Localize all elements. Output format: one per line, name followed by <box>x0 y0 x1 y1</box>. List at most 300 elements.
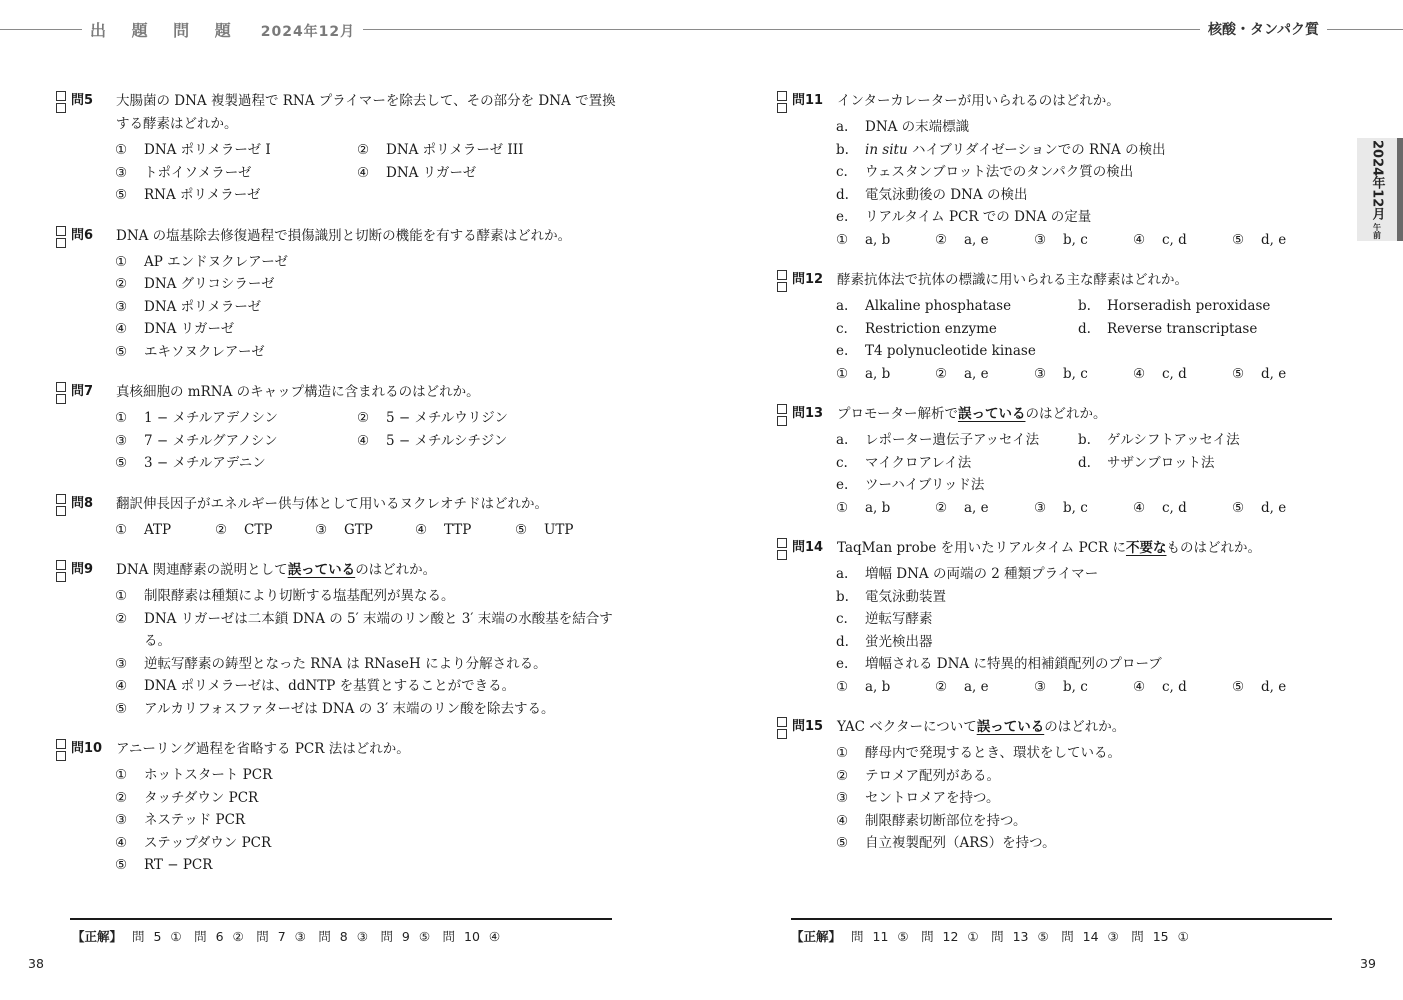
option-text: a, b <box>865 499 891 516</box>
item <box>836 184 1337 207</box>
option-mark: ② <box>357 142 370 158</box>
option[interactable] <box>115 608 616 653</box>
item-mark: c. <box>836 320 848 337</box>
answer-option[interactable] <box>1034 497 1133 520</box>
option-mark: ② <box>115 610 128 627</box>
option[interactable] <box>215 519 315 542</box>
option-text: a, e <box>964 231 989 248</box>
option-text: DNA ポリメラーゼは、ddNTP を基質とすることができる。 <box>144 678 516 694</box>
option-text: DNA リガーゼは二本鎖 DNA の 5′ 末端のリン酸と 3′ 末端の水酸基を結合する。 <box>144 610 613 649</box>
checkbox[interactable] <box>777 717 787 727</box>
item <box>836 586 1337 609</box>
option[interactable] <box>836 832 1337 855</box>
checkbox-pair[interactable] <box>56 560 66 582</box>
option[interactable] <box>515 519 615 542</box>
answer-option[interactable] <box>1232 363 1331 386</box>
answer-option[interactable] <box>1133 363 1232 386</box>
header-left <box>82 18 363 41</box>
answer-option[interactable] <box>935 497 1034 520</box>
question-text: アニーリング過程を省略する PCR 法はどれか。 <box>116 741 410 757</box>
option-mark: ① <box>115 253 128 270</box>
option-text: DNA グリコシラーゼ <box>144 276 275 292</box>
checkbox-pair[interactable] <box>777 538 787 560</box>
answer-choices <box>836 497 1337 520</box>
option-mark: ④ <box>357 432 370 449</box>
option-mark: ① <box>836 365 849 382</box>
option-text: 5 − メチルウリジン <box>386 410 508 426</box>
option-mark: ② <box>357 410 370 426</box>
option[interactable] <box>115 139 357 162</box>
option-text: ATP <box>144 521 172 538</box>
option-mark: ④ <box>1133 231 1146 248</box>
option-text: 3 − メチルアデニン <box>144 455 266 471</box>
page-number-right: 39 <box>1360 956 1376 971</box>
checkbox[interactable] <box>56 739 66 749</box>
item-mark: d. <box>1078 320 1091 337</box>
option-text: ネステッド PCR <box>144 812 246 828</box>
left-column <box>56 90 616 895</box>
option-text: TTP <box>444 521 472 538</box>
question-text: DNA の塩基除去修復過程で損傷識別と切断の機能を有する酵素はどれか。 <box>116 227 572 244</box>
question-9 <box>56 559 616 720</box>
checkbox[interactable] <box>777 91 787 101</box>
question-number: 問11 <box>792 93 824 108</box>
option[interactable] <box>115 519 215 542</box>
checkbox[interactable] <box>777 404 787 414</box>
option[interactable] <box>115 764 616 787</box>
option-mark: ② <box>115 276 128 292</box>
item-mark: c. <box>836 611 848 627</box>
question-11 <box>777 90 1337 251</box>
question-7 <box>56 381 616 475</box>
checkbox-pair[interactable] <box>56 739 66 761</box>
checkbox[interactable] <box>56 751 66 761</box>
item <box>836 318 1078 341</box>
option-mark: ① <box>836 678 849 695</box>
section-tab-date: 2024年12月 <box>1369 140 1385 221</box>
checkbox[interactable] <box>777 550 787 560</box>
option-text: d, e <box>1261 365 1287 382</box>
option-text: RNA ポリメラーゼ <box>144 187 261 203</box>
answer-key-label: 【正解】 <box>72 929 123 944</box>
checkbox[interactable] <box>56 394 66 404</box>
answer-choices <box>836 229 1337 252</box>
option[interactable] <box>115 273 616 296</box>
option[interactable] <box>115 653 616 676</box>
answer-option[interactable] <box>1232 229 1331 252</box>
answer-option[interactable] <box>935 229 1034 252</box>
item-text: レポーター遺伝子アッセイ法 <box>865 432 1040 448</box>
emphasis-text: 誤っている <box>957 406 1026 422</box>
question-text-post: ものはどれか。 <box>1166 540 1261 556</box>
option-mark: ② <box>935 499 948 516</box>
checkbox[interactable] <box>777 282 787 292</box>
option-mark: ② <box>935 231 948 248</box>
item-mark: d. <box>1078 454 1091 471</box>
option-text: 自立複製配列（ARS）を持つ。 <box>865 835 1056 851</box>
option-mark: ③ <box>115 164 128 181</box>
option-text: 1 − メチルアデノシン <box>144 410 278 426</box>
question-5 <box>56 90 616 207</box>
option-mark: ③ <box>315 521 328 538</box>
answer-key-label: 【正解】 <box>791 929 842 944</box>
option-mark: ② <box>935 365 948 382</box>
option-text: ホットスタート PCR <box>144 767 273 783</box>
item <box>836 161 1337 184</box>
item-text: ゲルシフトアッセイ法 <box>1107 432 1240 448</box>
option-text: トポイソメラーゼ <box>144 164 252 181</box>
option[interactable] <box>415 519 515 542</box>
option-mark: ④ <box>1133 678 1146 695</box>
option[interactable] <box>836 787 1337 810</box>
item-mark: c. <box>836 454 848 471</box>
option-text: GTP <box>344 521 373 538</box>
question-number: 問8 <box>71 495 94 511</box>
option[interactable] <box>115 675 616 698</box>
item-mark: d. <box>836 633 849 650</box>
item <box>836 474 1078 497</box>
option-mark: ② <box>115 789 128 806</box>
item-text: ツーハイブリッド法 <box>865 477 985 493</box>
option-text: c, d <box>1162 499 1187 516</box>
option[interactable] <box>115 452 357 475</box>
option-mark: ④ <box>415 521 428 538</box>
checkbox-pair[interactable] <box>56 91 66 113</box>
option-mark: ② <box>935 678 948 695</box>
question-number: 問6 <box>71 227 94 243</box>
option-mark: ④ <box>115 321 128 337</box>
answer-choices <box>836 363 1337 386</box>
option-text: AP エンドヌクレアーゼ <box>144 253 288 270</box>
checkbox[interactable] <box>56 91 66 101</box>
option-mark: ① <box>836 231 849 248</box>
option[interactable] <box>836 742 1337 765</box>
option-mark: ③ <box>115 812 128 828</box>
option-text: ステップダウン PCR <box>144 834 272 851</box>
checkbox[interactable] <box>56 103 66 113</box>
answer-option[interactable] <box>935 363 1034 386</box>
item-mark: a. <box>836 432 849 448</box>
question-text-pre: プロモーター解析で <box>837 406 958 422</box>
item-mark: a. <box>836 119 849 135</box>
option-mark: ② <box>215 521 228 538</box>
item-mark: a. <box>836 566 849 582</box>
item-text: 蛍光検出器 <box>865 633 933 650</box>
checkbox[interactable] <box>56 226 66 236</box>
option-text: 制限酵素切断部位を持つ。 <box>865 812 1027 829</box>
question-text: 酵素抗体法で抗体の標識に用いられる主な酵素はどれか。 <box>837 272 1188 288</box>
option-mark: ⑤ <box>115 187 128 203</box>
item-mark: d. <box>836 186 849 203</box>
option-mark: ① <box>115 588 128 604</box>
option[interactable] <box>836 810 1337 833</box>
emphasis-text: 誤っている <box>976 719 1045 735</box>
question-10 <box>56 738 616 877</box>
checkbox[interactable] <box>777 416 787 426</box>
question-14 <box>777 537 1337 698</box>
item-text: 電気泳動後の DNA の検出 <box>865 186 1028 203</box>
option[interactable] <box>115 407 357 430</box>
option-mark: ④ <box>1133 365 1146 382</box>
option-text: c, d <box>1162 231 1187 248</box>
question-12 <box>777 269 1337 385</box>
option-text: d, e <box>1261 231 1287 248</box>
item-text: マイクロアレイ法 <box>865 454 972 471</box>
answer-option[interactable] <box>1232 497 1331 520</box>
item-text: Alkaline phosphatase <box>865 298 1012 314</box>
answer-option[interactable] <box>1034 363 1133 386</box>
question-13 <box>777 403 1337 519</box>
answer-option[interactable] <box>1133 497 1232 520</box>
item-text: DNA の末端標識 <box>865 119 970 135</box>
item <box>836 139 1337 162</box>
question-text: インターカレーターが用いられるのはどれか。 <box>837 93 1120 109</box>
option[interactable] <box>357 162 616 185</box>
option-text: a, e <box>964 678 989 695</box>
option[interactable] <box>115 318 616 341</box>
header-left-title: 出 題 問 題 <box>90 21 241 40</box>
option[interactable] <box>357 139 616 162</box>
option[interactable] <box>115 832 616 855</box>
option-mark: ④ <box>115 834 128 851</box>
question-text-post: のはどれか。 <box>1044 719 1126 735</box>
option-mark: ⑤ <box>1232 365 1245 382</box>
option-text: DNA ポリメラーゼ I <box>144 142 271 158</box>
option-mark: ④ <box>357 164 370 181</box>
answer-option[interactable] <box>1034 676 1133 699</box>
option-text: b, c <box>1063 499 1088 516</box>
question-text-pre: DNA 関連酵素の説明として <box>116 562 288 578</box>
checkbox[interactable] <box>777 538 787 548</box>
option-mark: ① <box>115 142 128 158</box>
option-mark: ⑤ <box>836 835 849 851</box>
option-text: エキソヌクレアーゼ <box>144 343 265 360</box>
item <box>1078 429 1337 452</box>
checkbox[interactable] <box>56 572 66 582</box>
option[interactable] <box>836 765 1337 788</box>
answer-option[interactable] <box>836 497 935 520</box>
checkbox-pair[interactable] <box>777 270 787 292</box>
item-mark: b. <box>836 588 849 605</box>
option-text: c, d <box>1162 365 1187 382</box>
answer-option[interactable] <box>1133 229 1232 252</box>
item <box>836 340 1078 363</box>
option-text: テロメア配列がある。 <box>865 767 1000 784</box>
option[interactable] <box>115 854 616 877</box>
option-text: タッチダウン PCR <box>144 789 259 806</box>
option-mark: ② <box>836 767 849 784</box>
option-mark: ⑤ <box>1232 231 1245 248</box>
item-text-rest: ハイブリダイゼーションでの RNA の検出 <box>907 141 1166 158</box>
option-text: b, c <box>1063 231 1088 248</box>
question-text-pre: TaqMan probe を用いたリアルタイム PCR に <box>837 540 1126 556</box>
answer-key-left <box>72 927 500 945</box>
checkbox-pair[interactable] <box>777 717 787 739</box>
question-number: 問14 <box>792 540 824 555</box>
item-mark: b. <box>836 141 849 158</box>
item <box>836 116 1337 139</box>
emphasis-text: 誤っている <box>287 562 356 578</box>
option-mark: ③ <box>115 655 128 672</box>
option[interactable] <box>315 519 415 542</box>
checkbox[interactable] <box>56 238 66 248</box>
footer-rule-right <box>791 918 1332 920</box>
option-text: b, c <box>1063 678 1088 695</box>
option[interactable] <box>115 585 616 608</box>
item-mark: e. <box>836 343 849 359</box>
option[interactable] <box>115 251 616 274</box>
question-text <box>116 559 616 582</box>
option-text: 逆転写酵素の鋳型となった RNA は RNaseH により分解される。 <box>144 655 547 672</box>
option-mark: ③ <box>115 298 128 315</box>
answer-option[interactable] <box>935 676 1034 699</box>
item <box>836 452 1078 475</box>
question-number: 問12 <box>792 272 824 287</box>
option-text: a, b <box>865 231 891 248</box>
item <box>1078 318 1337 341</box>
answer-option[interactable] <box>836 363 935 386</box>
option-mark: ① <box>836 745 849 761</box>
option[interactable] <box>115 809 616 832</box>
checkbox-pair[interactable] <box>777 91 787 113</box>
question-text: 大腸菌の DNA 複製過程で RNA プライマーを除去して、その部分を DNA で置換する酵素はどれか。 <box>116 93 616 132</box>
option[interactable] <box>115 698 616 721</box>
question-text: 翻訳伸長因子がエネルギー供与体として用いるヌクレオチドはどれか。 <box>116 495 548 512</box>
item-mark: a. <box>836 298 849 314</box>
option[interactable] <box>115 341 616 364</box>
checkbox[interactable] <box>777 103 787 113</box>
footer-rule-left <box>70 918 612 920</box>
option-mark: ⑤ <box>115 455 128 471</box>
header-right-title: 核酸・タンパク質 <box>1200 19 1327 39</box>
option-mark: ③ <box>1034 499 1047 516</box>
option-text: b, c <box>1063 365 1088 382</box>
option-text: 5 − メチルシチジン <box>386 432 508 449</box>
question-text: 真核細胞の mRNA のキャップ構造に含まれるのはどれか。 <box>116 384 480 400</box>
option-text: DNA ポリメラーゼ III <box>386 142 524 158</box>
checkbox-pair[interactable] <box>56 382 66 404</box>
answer-option[interactable] <box>1232 676 1331 699</box>
question-number: 問13 <box>792 406 824 421</box>
question-number: 問9 <box>71 562 94 577</box>
checkbox[interactable] <box>56 560 66 570</box>
answer-option[interactable] <box>1034 229 1133 252</box>
item-mark: b. <box>1078 432 1091 448</box>
option-mark: ③ <box>1034 678 1047 695</box>
question-text <box>837 537 1337 560</box>
option[interactable] <box>115 162 357 185</box>
option-mark: ③ <box>836 790 849 806</box>
option-text: a, b <box>865 678 891 695</box>
question-text-post: のはどれか。 <box>355 562 437 578</box>
option[interactable] <box>115 787 616 810</box>
answer-option[interactable] <box>836 676 935 699</box>
option[interactable] <box>357 430 616 453</box>
item <box>1078 452 1337 475</box>
item-text: Restriction enzyme <box>865 320 997 337</box>
answer-option[interactable] <box>836 229 935 252</box>
question-6 <box>56 225 616 364</box>
item-mark: e. <box>836 656 849 672</box>
option-mark: ③ <box>1034 231 1047 248</box>
item-text: Horseradish peroxidase <box>1107 298 1271 314</box>
item <box>836 608 1337 631</box>
question-number: 問7 <box>71 384 94 399</box>
option-text: a, b <box>865 365 891 382</box>
item <box>1078 295 1337 318</box>
item <box>836 295 1078 318</box>
item-text: サザンブロット法 <box>1107 454 1215 471</box>
option-text: UTP <box>544 521 574 538</box>
option-mark: ⑤ <box>115 700 128 717</box>
option-text: アルカリフォスファターゼは DNA の 3′ 末端のリン酸を除去する。 <box>144 700 555 717</box>
option-mark: ⑤ <box>1232 499 1245 516</box>
option-mark: ① <box>115 521 128 538</box>
emphasis-text: 不要な <box>1125 540 1167 556</box>
option-text: c, d <box>1162 678 1187 695</box>
question-text <box>837 403 1337 426</box>
item-italic-text: in situ <box>865 141 908 158</box>
checkbox[interactable] <box>777 729 787 739</box>
option-text: CTP <box>244 521 273 538</box>
option-mark: ④ <box>1133 499 1146 516</box>
option-text: 制限酵素は種類により切断する塩基配列が異なる。 <box>144 588 455 604</box>
item-text: 逆転写酵素 <box>865 611 933 627</box>
item <box>836 206 1337 229</box>
item <box>836 429 1078 452</box>
checkbox-pair[interactable] <box>56 226 66 248</box>
option-mark: ⑤ <box>115 857 128 873</box>
option-text: DNA ポリメラーゼ <box>144 298 262 315</box>
page-number-left: 38 <box>28 956 44 971</box>
question-number: 問5 <box>71 93 94 108</box>
item <box>836 631 1337 654</box>
option-text: d, e <box>1261 499 1287 516</box>
option[interactable] <box>115 430 357 453</box>
option[interactable] <box>115 184 357 207</box>
section-tab-session: 午前 <box>1372 222 1382 239</box>
item-mark: b. <box>1078 298 1091 314</box>
question-text-post: のはどれか。 <box>1025 406 1107 422</box>
question-15 <box>777 716 1337 855</box>
option-mark: ④ <box>836 812 849 829</box>
section-tab[interactable] <box>1357 138 1403 241</box>
checkbox-pair[interactable] <box>56 494 66 516</box>
option-mark: ③ <box>115 432 128 449</box>
checkbox[interactable] <box>56 494 66 504</box>
option-mark: ⑤ <box>115 343 128 360</box>
checkbox[interactable] <box>56 506 66 516</box>
answer-key-values: 問 11 ⑤ 問 12 ① 問 13 ⑤ 問 14 ③ 問 15 ① <box>851 929 1189 944</box>
option-mark: ① <box>115 410 128 426</box>
item-text: T4 polynucleotide kinase <box>865 343 1036 359</box>
option[interactable] <box>115 296 616 319</box>
option[interactable] <box>357 407 616 430</box>
question-8 <box>56 493 616 542</box>
answer-option[interactable] <box>1133 676 1232 699</box>
answer-choices <box>836 676 1337 699</box>
option-mark: ④ <box>115 678 128 694</box>
option-text: 酵母内で発現するとき、環状をしている。 <box>865 745 1121 761</box>
header-left-date: 2024年12月 <box>260 24 356 40</box>
answer-key-right <box>791 927 1189 945</box>
checkbox-pair[interactable] <box>777 404 787 426</box>
option-text: DNA リガーゼ <box>386 164 477 181</box>
item-mark: c. <box>836 164 848 180</box>
checkbox[interactable] <box>777 270 787 280</box>
checkbox[interactable] <box>56 382 66 392</box>
item-text: Reverse transcriptase <box>1107 320 1258 337</box>
